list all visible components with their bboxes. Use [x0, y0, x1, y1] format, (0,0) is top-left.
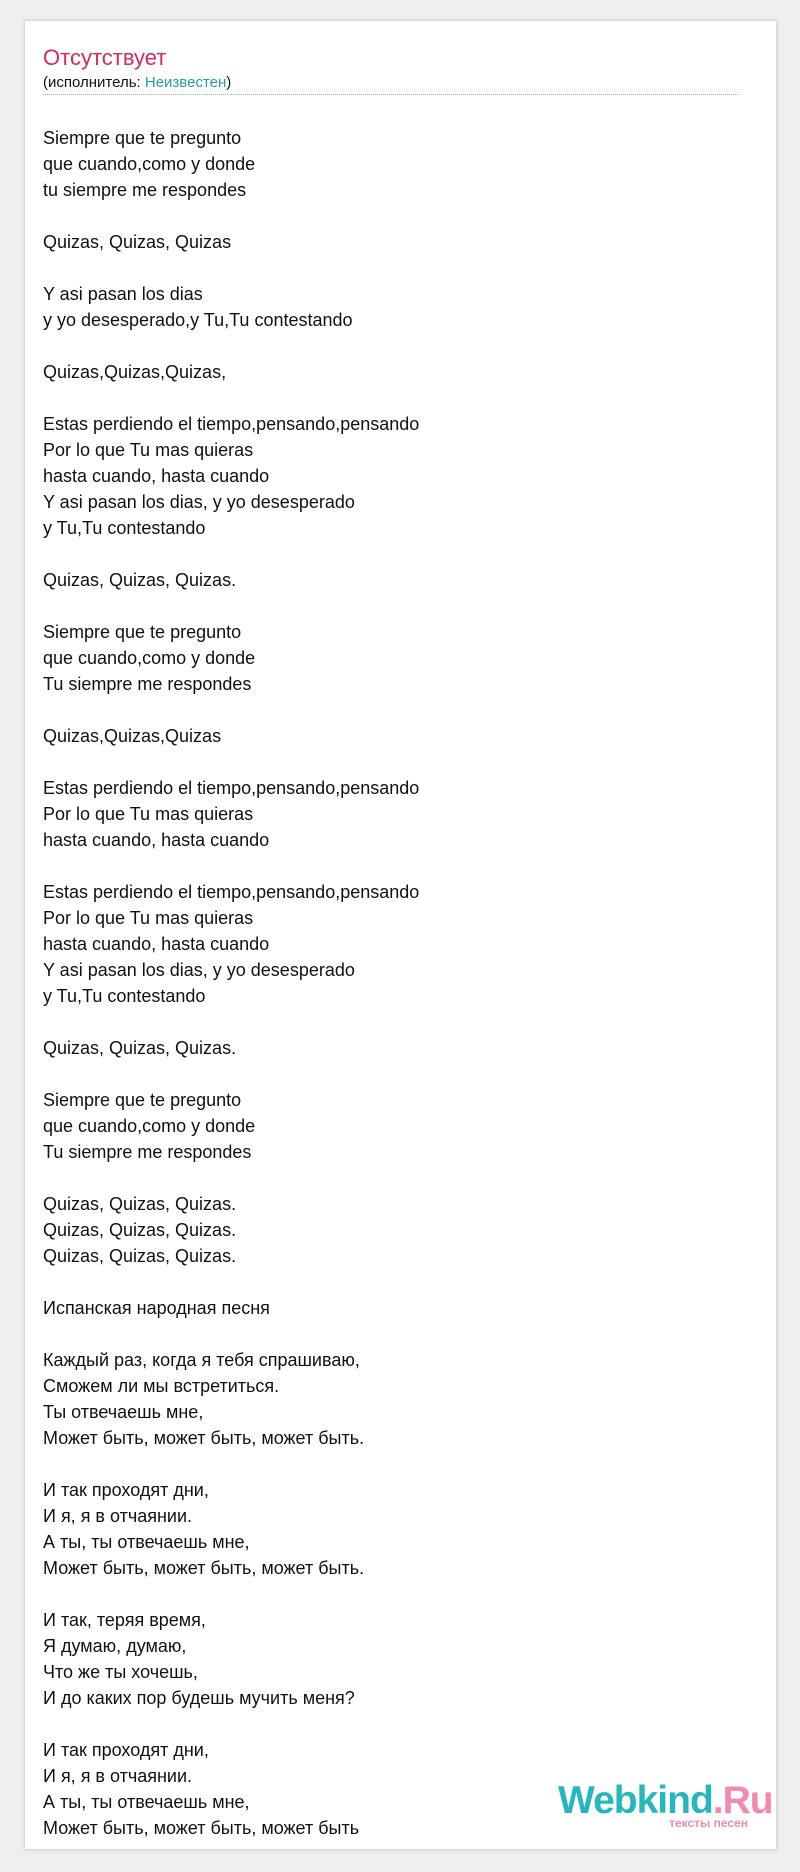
artist-link[interactable]: Неизвестен: [144, 74, 227, 91]
lyrics-blank-line: [43, 1165, 743, 1191]
lyrics-blank-line: [43, 1061, 743, 1087]
lyrics-body: [43, 125, 743, 1841]
webkind-logo[interactable]: [558, 1779, 773, 1830]
lyrics-line: Quizas, Quizas, Quizas.: [43, 1220, 237, 1240]
lyrics-blank-line: [43, 749, 743, 775]
lyrics-blank-line: [43, 1321, 743, 1347]
lyrics-blank-line: [43, 1711, 743, 1737]
lyrics-line: Estas perdiendo el tiempo,pensando,pensando: [43, 414, 420, 434]
lyrics-blank-line: [43, 697, 743, 723]
lyrics-line: que cuando,como y donde: [43, 648, 256, 668]
lyrics-line: И так, теряя время,: [43, 1610, 206, 1630]
lyrics-blank-line: [43, 385, 743, 411]
lyrics-line: А ты, ты отвечаешь мне,: [43, 1532, 250, 1552]
lyrics-blank-line: [43, 255, 743, 281]
lyrics-line: y Tu,Tu contestando: [43, 986, 206, 1006]
lyrics-line: que cuando,como y donde: [43, 154, 256, 174]
lyrics-blank-line: [43, 541, 743, 567]
lyrics-line: Y asi pasan los dias: [43, 284, 203, 304]
lyrics-line: Quizas,Quizas,Quizas,: [43, 362, 227, 382]
lyrics-line: que cuando,como y donde: [43, 1116, 256, 1136]
lyrics-line: Siempre que te pregunto: [43, 1090, 242, 1110]
lyrics-line: Каждый раз, когда я тебя спрашиваю,: [43, 1350, 360, 1370]
lyrics-line: Quizas, Quizas, Quizas.: [43, 1194, 237, 1214]
logo-wordmark: [558, 1779, 773, 1822]
lyrics-line: Y asi pasan los dias, y yo desesperado: [43, 960, 355, 980]
lyrics-blank-line: [43, 203, 743, 229]
lyrics-line: А ты, ты отвечаешь мне,: [43, 1792, 250, 1812]
lyrics-line: hasta cuando, hasta cuando: [43, 830, 270, 850]
lyrics-line: Siempre que te pregunto: [43, 622, 242, 642]
artist-prefix: (исполнитель:: [43, 74, 145, 91]
lyrics-line: И так проходят дни,: [43, 1480, 209, 1500]
lyrics-line: Что же ты хочешь,: [43, 1662, 198, 1682]
lyrics-page: [24, 20, 777, 1850]
lyrics-blank-line: [43, 593, 743, 619]
lyrics-line: Может быть, может быть, может быть: [43, 1818, 360, 1838]
lyrics-line: Я думаю, думаю,: [43, 1636, 187, 1656]
lyrics-line: Quizas, Quizas, Quizas.: [43, 570, 237, 590]
lyrics-line: Quizas,Quizas,Quizas: [43, 726, 222, 746]
lyrics-line: Siempre que te pregunto: [43, 128, 242, 148]
lyrics-line: tu siempre me respondes: [43, 180, 247, 200]
lyrics-line: Ты отвечаешь мне,: [43, 1402, 204, 1422]
header-divider: [43, 94, 738, 95]
lyrics-line: Quizas, Quizas, Quizas.: [43, 1038, 237, 1058]
logo-suffix: .Ru: [712, 1779, 773, 1822]
lyrics-line: Por lo que Tu mas quieras: [43, 440, 254, 460]
lyrics-line: Y asi pasan los dias, y yo desesperado: [43, 492, 355, 512]
artist-line: [43, 74, 231, 92]
lyrics-blank-line: [43, 1451, 743, 1477]
logo-main-text: Webkind: [558, 1779, 713, 1822]
lyrics-line: Por lo que Tu mas quieras: [43, 804, 254, 824]
lyrics-line: y yo desesperado,y Tu,Tu contestando: [43, 310, 353, 330]
lyrics-blank-line: [43, 853, 743, 879]
lyrics-line: Por lo que Tu mas quieras: [43, 908, 254, 928]
lyrics-line: Tu siempre me respondes: [43, 674, 252, 694]
logo-tagline: тексты песен: [669, 1816, 748, 1830]
lyrics-line: Quizas, Quizas, Quizas.: [43, 1246, 237, 1266]
lyrics-line: hasta cuando, hasta cuando: [43, 466, 270, 486]
lyrics-line: Tu siempre me respondes: [43, 1142, 252, 1162]
lyrics-line: И я, я в отчаянии.: [43, 1766, 193, 1786]
lyrics-line: И так проходят дни,: [43, 1740, 209, 1760]
lyrics-blank-line: [43, 333, 743, 359]
lyrics-line: Может быть, может быть, может быть.: [43, 1558, 365, 1578]
lyrics-line: И до каких пор будешь мучить меня?: [43, 1688, 355, 1708]
lyrics-line: И я, я в отчаянии.: [43, 1506, 193, 1526]
lyrics-line: hasta cuando, hasta cuando: [43, 934, 270, 954]
lyrics-line: Estas perdiendo el tiempo,pensando,pensando: [43, 778, 420, 798]
artist-suffix: ): [226, 74, 232, 91]
lyrics-blank-line: [43, 1581, 743, 1607]
lyrics-line: Может быть, может быть, может быть.: [43, 1428, 365, 1448]
song-title: Отсутствует: [43, 45, 167, 70]
lyrics-line: Quizas, Quizas, Quizas: [43, 232, 232, 252]
lyrics-line: y Tu,Tu contestando: [43, 518, 206, 538]
lyrics-line: Estas perdiendo el tiempo,pensando,pensando: [43, 882, 420, 902]
lyrics-blank-line: [43, 1269, 743, 1295]
lyrics-line: Испанская народная песня: [43, 1298, 270, 1318]
lyrics-blank-line: [43, 1009, 743, 1035]
lyrics-line: Сможем ли мы встретиться.: [43, 1376, 280, 1396]
